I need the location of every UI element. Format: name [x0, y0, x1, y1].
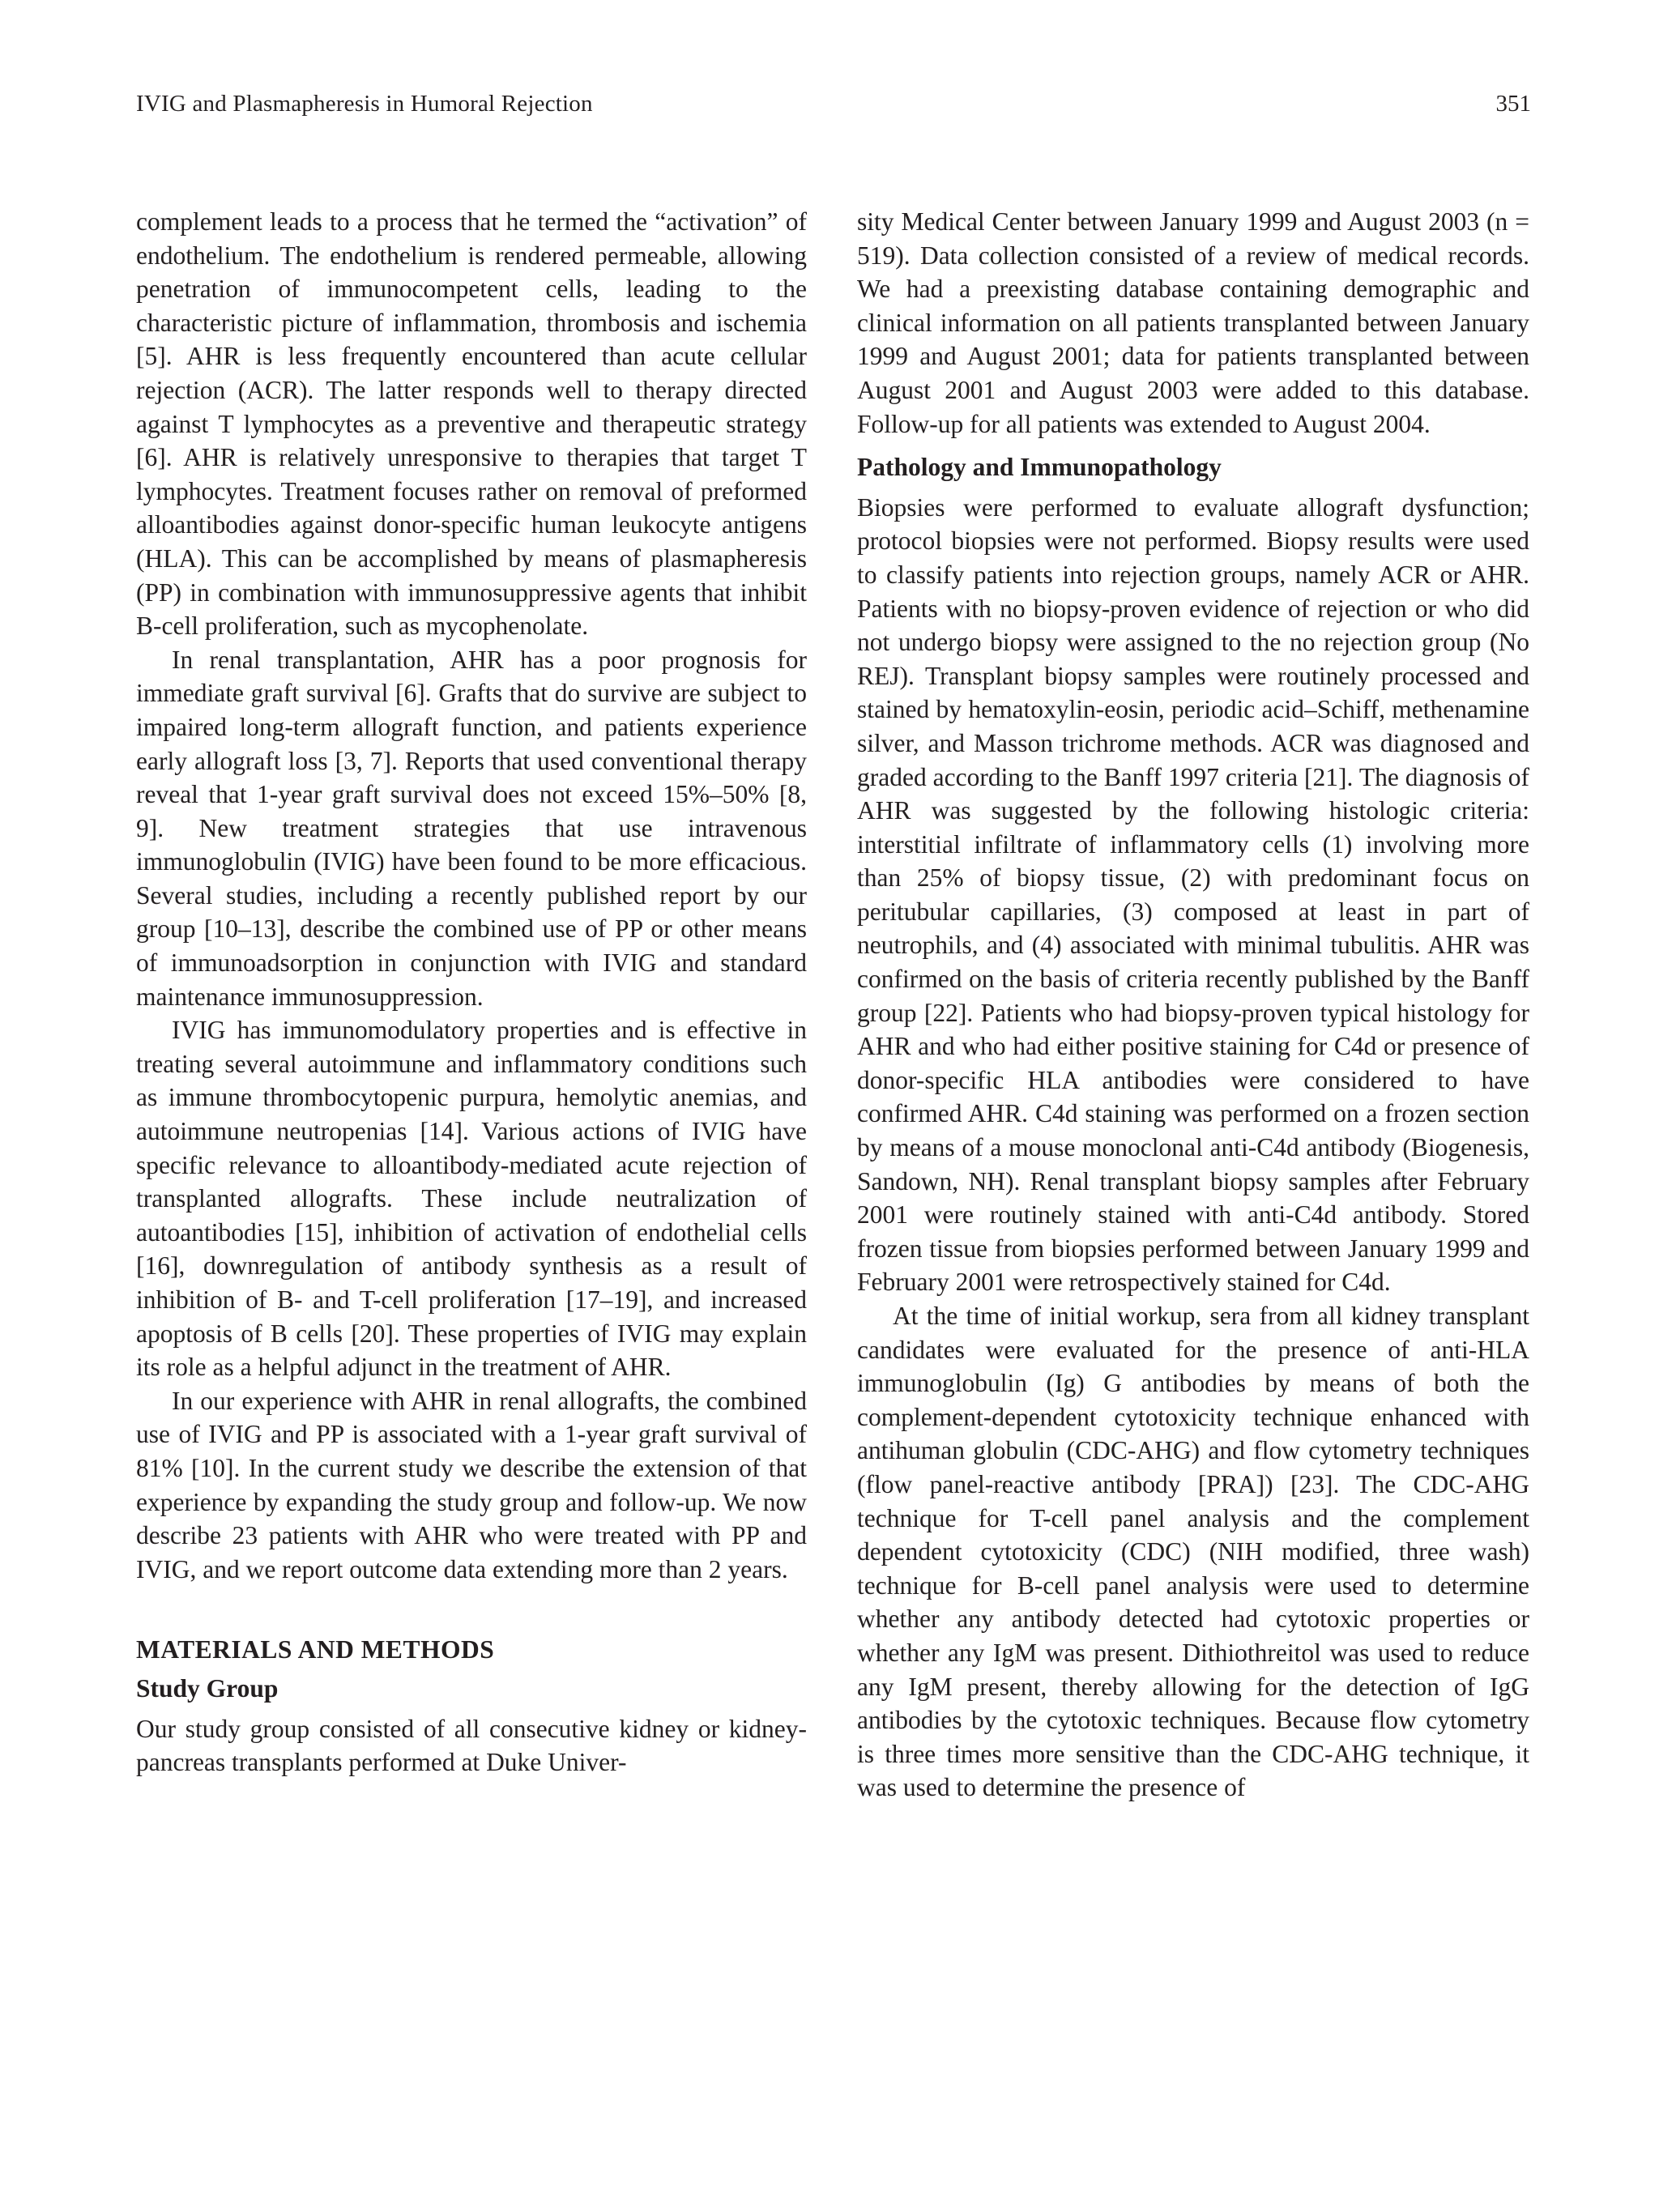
left-column: [136, 205, 807, 1779]
left-paragraph-2: In renal transplantation, AHR has a poor prognosis for immediate graft survival [6]. Grafts that do survive are subject to impaired long-term allograft function, and patients experience early allograft loss [3, 7]. Reports that used conventional therapy reveal that 1-year graft survival does not exceed 15%–50% [8, 9]. New treatment strategies that use intravenous immunoglobulin (IVIG) have been found to be more efficacious. Several studies, including a recently published report by our group [10–13], describe the combined use of PP or other means of immunoadsorption in conjunction with IVIG and standard maintenance immunosuppression.: [136, 645, 807, 1011]
right-column: [857, 205, 1529, 1805]
right-paragraph-1: sity Medical Center between January 1999 and August 2003 (n = 519). Data collection consisted of a review of medical records. We had a preexisting database containing demographic and clinical information on all patients transplanted between January 1999 and August 2001; data for patients transplanted between August 2001 and August 2003 were added to this database. Follow-up for all patients was extended to August 2004.: [857, 207, 1529, 438]
left-paragraph-3: IVIG has immunomodulatory properties and is effective in treating several autoimmune and inflammatory conditions such as immune thrombocytopenic purpura, hemolytic anemias, and autoimmune neutropenias [14]. Various actions of IVIG have specific relevance to alloantibody-mediated acute rejection of transplanted allografts. These include neutralization of autoantibodies [15], inhibition of activation of endothelial cells [16], downregulation of antibody synthesis as a result of inhibition of B- and T-cell proliferation [17–19], and increased apoptosis of B cells [20]. These properties of IVIG may explain its role as a helpful adjunct in the treatment of AHR.: [136, 1016, 807, 1382]
subsection-heading-study-group: Study Group: [136, 1673, 279, 1703]
left-paragraph-4: In our experience with AHR in renal allografts, the combined use of IVIG and PP is associated with a 1-year graft survival of 81% [10]. In the current study we describe the extension of that experience by expanding the study group and follow-up. We now describe 23 patients with AHR who were treated with PP and IVIG, and we report outcome data extending more than 2 years.: [136, 1386, 807, 1583]
right-paragraph-2: Biopsies were performed to evaluate allograft dysfunction; protocol biopsies were not performed. Biopsy results were used to classify patients into rejection groups, namely ACR or AHR. Patients with no biopsy-proven evidence of rejection or who did not undergo biopsy were assigned to the no rejection group (No REJ). Transplant biopsy samples were routinely processed and stained by hematoxylin-eosin, periodic acid–Schiff, methenamine silver, and Masson trichrome methods. ACR was diagnosed and graded according to the Banff 1997 criteria [21]. The diagnosis of AHR was suggested by the following histologic criteria: interstitial infiltrate of inflammatory cells (1) involving more than 25% of biopsy tissue, (2) with predominant focus on peritubular capillaries, (3) composed at least in part of neutrophils, and (4) associated with minimal tubulitis. AHR was confirmed on the basis of criteria recently published by the Banff group [22]. Patients who had biopsy-proven typical histology for AHR and who had either positive staining for C4d or presence of donor-specific HLA antibodies were considered to have confirmed AHR. C4d staining was performed on a frozen section by means of a mouse monoclonal anti-C4d antibody (Biogenesis, Sandown, NH). Renal transplant biopsy samples after February 2001 were routinely stained with anti-C4d antibody. Stored frozen tissue from biopsies performed between January 1999 and February 2001 were retrospectively stained for C4d.: [857, 492, 1529, 1297]
right-paragraph-3: At the time of initial workup, sera from all kidney transplant candidates were evaluated for the presence of anti-HLA immunoglobulin (Ig) G antibodies by means of both the complement-dependent cytotoxicity technique enhanced with antihuman globulin (CDC-AHG) and flow cytometry techniques (flow panel-reactive antibody [PRA]) [23]. The CDC-AHG technique for T-cell panel analysis and the complement dependent cytotoxicity (CDC) (NIH modified, three wash) technique for B-cell panel analysis were used to determine whether any antibody detected had cytotoxic properties or whether any IgM was present. Dithiothreitol was used to reduce any IgM present, thereby allowing for the detection of IgG antibodies by the cytotoxic techniques. Because flow cytometry is three times more sensitive than the CDC-AHG technique, it was used to determine the presence of: [857, 1302, 1529, 1802]
left-paragraph-1: complement leads to a process that he termed the “activation” of endothelium. The endothelium is rendered permeable, allowing penetration of immunocompetent cells, leading to the characteristic picture of inflammation, thrombosis and ischemia [5]. AHR is less frequently encountered than acute cellular rejection (ACR). The latter responds well to therapy directed against T lymphocytes as a preventive and therapeutic strategy [6]. AHR is relatively unresponsive to therapies that target T lymphocytes. Treatment focuses rather on removal of preformed alloantibodies against donor-specific human leukocyte antigens (HLA). This can be accomplished by means of plasmapheresis (PP) in combination with immunosuppressive agents that inhibit B-cell proliferation, such as mycophenolate.: [136, 207, 807, 641]
subsection-heading-pathology: Pathology and Immunopathology: [857, 453, 1222, 482]
section-heading-materials-methods: MATERIALS AND METHODS: [136, 1635, 495, 1664]
running-head-title: IVIG and Plasmapheresis in Humoral Rejection: [136, 91, 593, 117]
left-paragraph-5: Our study group consisted of all consecutive kidney or kidney-pancreas transplants performed at Duke Univer-: [136, 1714, 807, 1777]
page-number: 351: [1495, 91, 1531, 117]
